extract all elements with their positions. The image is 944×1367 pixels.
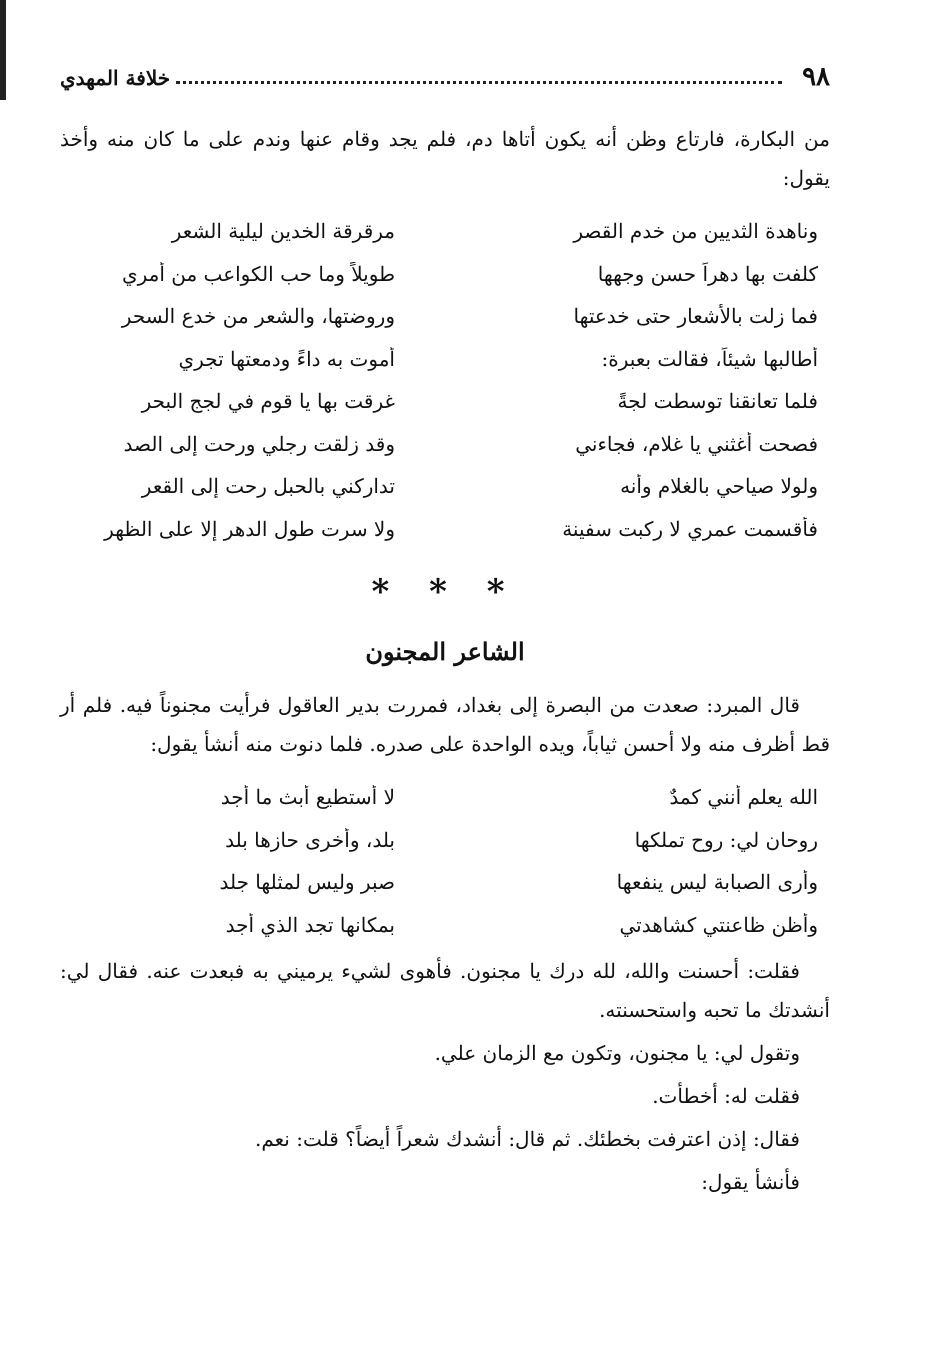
verse-first-hemistich: روحان لي: روح تملكها bbox=[634, 827, 818, 852]
paragraph-after-poem: فقلت: أحسنت والله، لله درك يا مجنون. فأهوى لشيء يرميني به فبعدت عنه. فقال لي: أنشدتك ما تحبه واستحسنته. bbox=[60, 959, 830, 1022]
verse-row bbox=[60, 423, 830, 466]
poem-one bbox=[60, 210, 830, 550]
verse-second-hemistich: تداركني بالحبل رحت إلى القعر bbox=[141, 474, 395, 499]
verse-first-hemistich: فلما تعانقنا توسطت لجةً bbox=[617, 389, 818, 414]
verse-second-hemistich: وروضتها، والشعر من خدع السحر bbox=[121, 304, 395, 329]
verse-row bbox=[60, 819, 830, 862]
verse-second-hemistich: بلد، وأخرى حازها بلد bbox=[225, 827, 395, 852]
page-edge-mark bbox=[0, 0, 6, 100]
verse-first-hemistich: الله يعلم أنني كمدٌ bbox=[669, 785, 818, 810]
running-header bbox=[60, 56, 830, 92]
poem-two bbox=[60, 776, 830, 946]
verse-second-hemistich: غرقت بها يا قوم في لجج البحر bbox=[141, 389, 395, 414]
verse-row bbox=[60, 904, 830, 947]
verse-first-hemistich: وأرى الصبابة ليس ينفعها bbox=[616, 870, 818, 895]
header-dotted-leader bbox=[176, 81, 782, 84]
section-title: الشاعر المجنون bbox=[365, 637, 525, 666]
verse-row bbox=[60, 861, 830, 904]
running-title: خلافة المهدي bbox=[60, 66, 171, 90]
dialogue-line: وتقول لي: يا مجنون، وتكون مع الزمان علي. bbox=[434, 1041, 800, 1065]
verse-row bbox=[60, 295, 830, 338]
verse-row bbox=[60, 253, 830, 296]
verse-first-hemistich: وأظن ظاعنتي كشاهدتي bbox=[619, 912, 818, 937]
verse-first-hemistich: كلفت بها دهراً حسن وجهها bbox=[597, 261, 818, 286]
verse-row bbox=[60, 776, 830, 819]
verse-second-hemistich: وقد زلقت رجلي ورحت إلى الصد bbox=[123, 431, 395, 456]
verse-second-hemistich: أموت به داءً ودمعتها تجري bbox=[178, 346, 395, 371]
verse-second-hemistich: صبر وليس لمثلها جلد bbox=[219, 870, 395, 895]
verse-first-hemistich: ولولا صياحي بالغلام وأنه bbox=[620, 474, 818, 499]
verse-row bbox=[60, 210, 830, 253]
verse-row bbox=[60, 380, 830, 423]
section-paragraph: قال المبرد: صعدت من البصرة إلى بغداد، فمررت بدير العاقول فرأيت مجنوناً فيه. فلم أر قط أظرف منه ولا أحسن ثياباً، ويده الواحدة على صدره. فلما دنوت منه أنشأ يقول: bbox=[60, 693, 830, 756]
verse-first-hemistich: فأقسمت عمري لا ركبت سفينة bbox=[562, 516, 818, 541]
page-number: ٩٨ bbox=[802, 62, 830, 92]
verse-first-hemistich: أطالبها شيئاً، فقالت بعبرة: bbox=[601, 346, 818, 371]
verse-second-hemistich: طويلاً وما حب الكواعب من أمري bbox=[121, 261, 395, 286]
verse-second-hemistich: لا أستطيع أبث ما أجد bbox=[220, 785, 395, 810]
section-separator: * * * bbox=[371, 572, 519, 612]
intro-paragraph: من البكارة، فارتاع وظن أنه يكون أتاها دم، فلم يجد وقام عنها وندم على ما كان منه وأخذ يقول: bbox=[60, 127, 830, 190]
verse-first-hemistich: وناهدة الثديين من خدم القصر bbox=[573, 219, 818, 244]
verse-first-hemistich: فصحت أغثني يا غلام، فجاءني bbox=[575, 431, 818, 456]
verse-second-hemistich: ولا سرت طول الدهر إلا على الظهر bbox=[104, 516, 395, 541]
verse-second-hemistich: بمكانها تجد الذي أجد bbox=[225, 912, 395, 937]
verse-first-hemistich: فما زلت بالأشعار حتى خدعتها bbox=[573, 304, 818, 329]
verse-second-hemistich: مرقرقة الخدين ليلية الشعر bbox=[171, 219, 395, 244]
dialogue-line: فقلت له: أخطأت. bbox=[652, 1084, 800, 1108]
dialogue-line: فأنشأ يقول: bbox=[701, 1170, 800, 1194]
dialogue-line: فقال: إذن اعترفت بخطئك. ثم قال: أنشدك شعراً أيضاً؟ قلت: نعم. bbox=[254, 1127, 800, 1151]
verse-row bbox=[60, 508, 830, 551]
verse-row bbox=[60, 465, 830, 508]
book-page bbox=[60, 56, 830, 1202]
verse-row bbox=[60, 338, 830, 381]
